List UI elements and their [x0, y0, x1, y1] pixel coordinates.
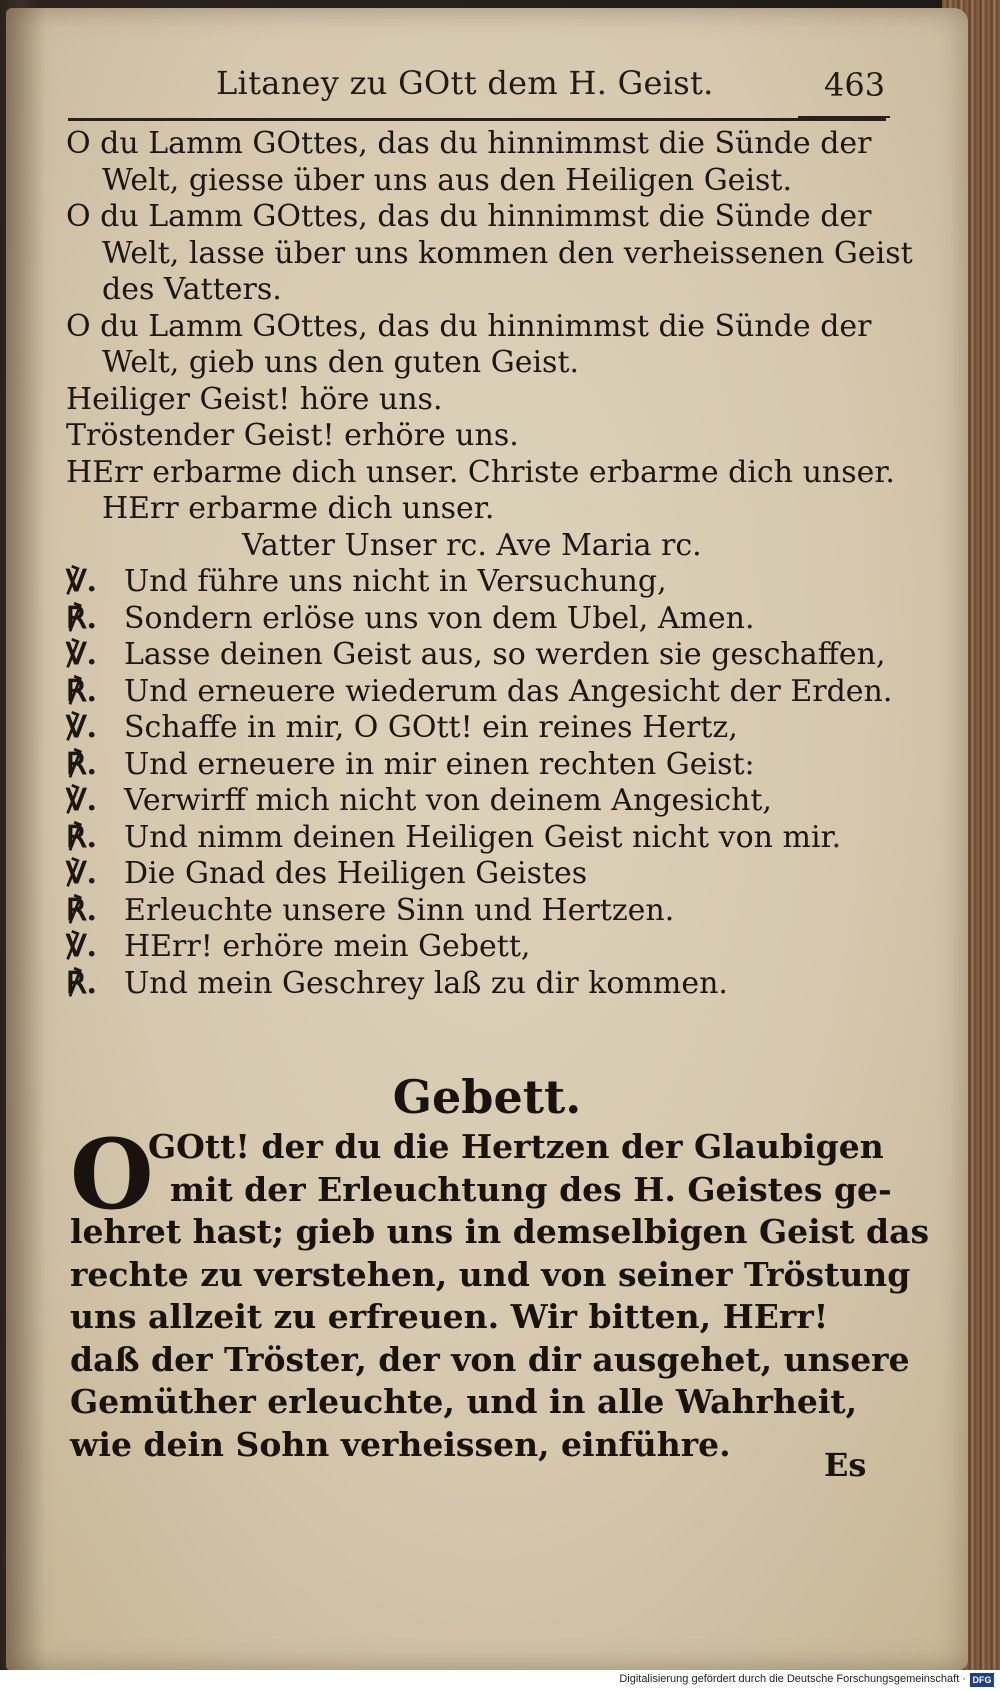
versicle-text: Die Gnad des Heiligen Geistes	[124, 856, 588, 891]
dfg-logo-icon: DFG	[970, 1673, 994, 1687]
versicle-text: Lasse deinen Geist aus, so werden sie geschaffen,	[124, 637, 886, 672]
versicle-line	[66, 637, 896, 674]
response-symbol: ℟.	[66, 892, 97, 928]
versicle-text: Verwirff mich nicht von deinem Angesicht,	[124, 783, 772, 818]
response-text: Erleuchte unsere Sinn und Hertzen.	[124, 892, 675, 928]
response-text: Und nimm deinen Heiligen Geist nicht von mir.	[124, 819, 842, 855]
prayer-line: rechte zu verstehen, und von seiner Tröstung	[70, 1254, 911, 1294]
gutter-shadow	[6, 8, 46, 1670]
versicle-line	[66, 564, 896, 601]
litany-line: Welt, gieb uns den guten Geist.	[102, 345, 580, 380]
litany-line: O du Lamm GOttes, das du hinnimmst die Sünde der	[66, 126, 872, 161]
versicle-text: HErr! erhöre mein Gebett,	[124, 929, 531, 964]
prayer-line: daß der Tröster, der von dir ausgehet, unsere	[70, 1339, 910, 1379]
versicle-line	[66, 783, 896, 820]
prayer-heading: Gebett.	[392, 1070, 582, 1124]
running-title: Litaney zu GOtt dem H. Geist.	[216, 64, 714, 102]
prayer-line: GOtt! der du die Hertzen der Glaubigen	[148, 1127, 884, 1166]
litany-line: O du Lamm GOttes, das du hinnimmst die Sünde der	[66, 308, 872, 344]
prayer-line: uns allzeit zu erfreuen. Wir bitten, HErr!	[70, 1297, 829, 1336]
response-symbol: ℟.	[66, 746, 97, 782]
versicle-symbol: ℣.	[66, 710, 97, 745]
response-line	[66, 966, 896, 1003]
versicle-line	[66, 710, 896, 747]
catchword: Es	[824, 1446, 867, 1484]
book-page	[6, 8, 968, 1670]
response-symbol: ℟.	[66, 600, 97, 636]
response-text: Sondern erlöse uns von dem Ubel, Amen.	[124, 600, 755, 636]
response-line	[66, 601, 896, 638]
response-text: Und erneuere wiederum das Angesicht der Erden.	[124, 673, 893, 709]
prayer-line: mit der Erleuchtung des H. Geistes ge-	[170, 1169, 892, 1209]
versicle-symbol: ℣.	[66, 564, 97, 599]
litany-line: HErr erbarme dich unser. Christe erbarme dich unser.	[66, 454, 895, 490]
litany-line: O du Lamm GOttes, das du hinnimmst die Sünde der	[66, 199, 872, 234]
litany-line: des Vatters.	[102, 272, 282, 307]
litany-line: Welt, lasse über uns kommen den verheissenen Geist	[102, 235, 913, 271]
response-line	[66, 820, 896, 857]
header-rule	[68, 118, 886, 121]
funding-credit: Digitalisierung gefördert durch die Deutsche Forschungsgemeinschaft ·	[619, 1673, 966, 1685]
response-line	[66, 747, 896, 784]
response-line	[66, 674, 896, 711]
prayer-line: lehret hast; gieb uns in demselbigen Geist das	[70, 1212, 930, 1251]
versicle-line	[66, 929, 896, 966]
response-text: Und mein Geschrey laß zu dir kommen.	[124, 965, 728, 1001]
response-symbol: ℟.	[66, 673, 97, 709]
versicle-symbol: ℣.	[66, 929, 97, 964]
response-symbol: ℟.	[66, 819, 97, 855]
prayer-line: wie dein Sohn verheissen, einführe.	[70, 1424, 731, 1464]
litany-line: Tröstender Geist! erhöre uns.	[66, 418, 519, 453]
drop-capital: O	[70, 1118, 154, 1231]
litany-line: Welt, giesse über uns aus den Heiligen Geist.	[102, 162, 792, 198]
litany-line: Vatter Unser rc. Ave Maria rc.	[242, 527, 702, 563]
response-text: Und erneuere in mir einen rechten Geist:	[124, 746, 755, 782]
versicle-symbol: ℣.	[66, 856, 97, 891]
page-number: 463	[824, 66, 886, 104]
versicle-symbol: ℣.	[66, 783, 97, 818]
litany-text	[66, 126, 913, 1002]
versicle-text: Schaffe in mir, O GOtt! ein reines Hertz,	[124, 710, 738, 745]
header-rule-right	[798, 116, 890, 118]
litany-line: HErr erbarme dich unser.	[102, 491, 495, 526]
prayer-text	[70, 1118, 930, 1466]
response-symbol: ℟.	[66, 965, 97, 1001]
response-line	[66, 893, 896, 930]
versicle-symbol: ℣.	[66, 637, 97, 672]
litany-line: Heiliger Geist! höre uns.	[66, 381, 443, 417]
prayer-line: Gemüther erleuchte, und in alle Wahrheit,	[70, 1382, 858, 1421]
versicle-text: Und führe uns nicht in Versuchung,	[124, 564, 667, 599]
versicle-line	[66, 856, 896, 893]
